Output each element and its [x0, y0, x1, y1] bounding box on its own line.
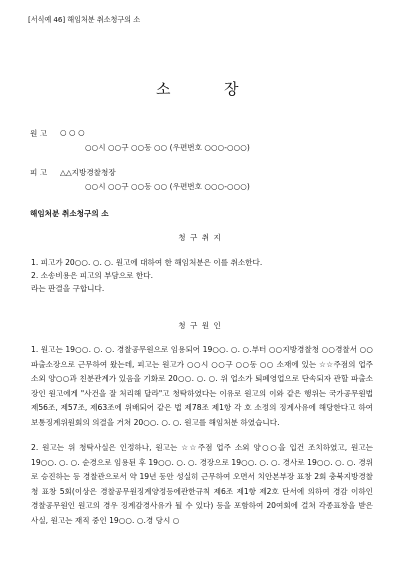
claim-cause-paragraph: 2. 원고는 위 청탁사실은 인정하나, 원고는 ☆☆주점 업주 소외 양○○을 입건 조치하였고, 원고는 19○○. ○. ○. 순경으로 임용된 후 19○○. ○. ○. 경장으로 19○○. ○. ○. 경사로 19○○. ○. ○. 경위로 승진하는 등 경찰관으로서 약 19년 동안 성실히 근무하여 오면서 치안본부장 표창 2회 충북지방경찰청 표창 5회(이상은 경찰공무원징계양정등에관한규칙 제6조 제1항 제2호 단서에 의하여 경감 이하인 경찰공무원인 원고의 경우 징계감경사유가 될 수 있다) 등을 포함하여 20여회에 걸쳐 각종표창을 받은 사실, 원고는 재직 중인 19○○. ○.경 당시 ○ — [31, 443, 373, 525]
claim-cause-paragraph: 1. 원고는 19○○. ○. ○. 경찰공무원으로 임용되어 19○○. ○. ○.부터 ○○지방경찰청 ○○경찰서 ○○파출소장으로 근무하여 왔는데, 피고는 원고가 ○○시 ○○구 ○○동 ○○ 소재에 있는 ☆☆주점의 업주 소외 양○○과 친분관계가 있음을 기화로 20○○. ○. ○. 위 업소가 퇴폐영업으로 단속되자 관할 파출소장인 원고에게 "사건을 잘 처리해 달라"고 청탁하였다는 이유로 원고의 이와 같은 행위는 국가공무원법 제56조, 제57조, 제63조에 위배되어 같은 법 제78조 제1항 각 호 소정의 징계사유에 해당한다고 하여 보통징계위원회의 의결을 거쳐 20○○. ○. ○. 원고를 해임처분 하였습니다. — [31, 345, 373, 427]
defendant-name: △△지방경찰청장 — [60, 168, 116, 177]
case-name: 해임처분 취소청구의 소 — [30, 209, 109, 218]
plaintiff-name: ○ ○ ○ — [60, 128, 85, 137]
plaintiff-role: 원 고 — [30, 129, 48, 138]
claim-purpose-line: 1. 피고가 20○○. ○. ○. 원고에 대하여 한 해임처분은 이를 취소한다. — [31, 258, 263, 267]
claim-purpose-line: 2. 소송비용은 피고의 부담으로 한다. — [31, 271, 154, 280]
claim-cause-heading: 청 구 원 인 — [178, 321, 222, 330]
defendant-role: 피 고 — [30, 168, 48, 177]
document-title-char-1: 소 — [156, 80, 171, 98]
plaintiff-address: ○○시 ○○구 ○○동 ○○ (우편번호 ○○○-○○○) — [85, 143, 250, 152]
form-label: [서식예 46] 해임처분 취소청구의 소 — [28, 15, 141, 24]
claim-purpose-line: 라는 판결을 구합니다. — [31, 284, 105, 293]
document-title-char-2: 장 — [224, 80, 239, 98]
defendant-address: ○○시 ○○구 ○○동 ○○ (우편번호 ○○○-○○○) — [85, 182, 250, 191]
claim-purpose-heading: 청 구 취 지 — [178, 233, 222, 242]
